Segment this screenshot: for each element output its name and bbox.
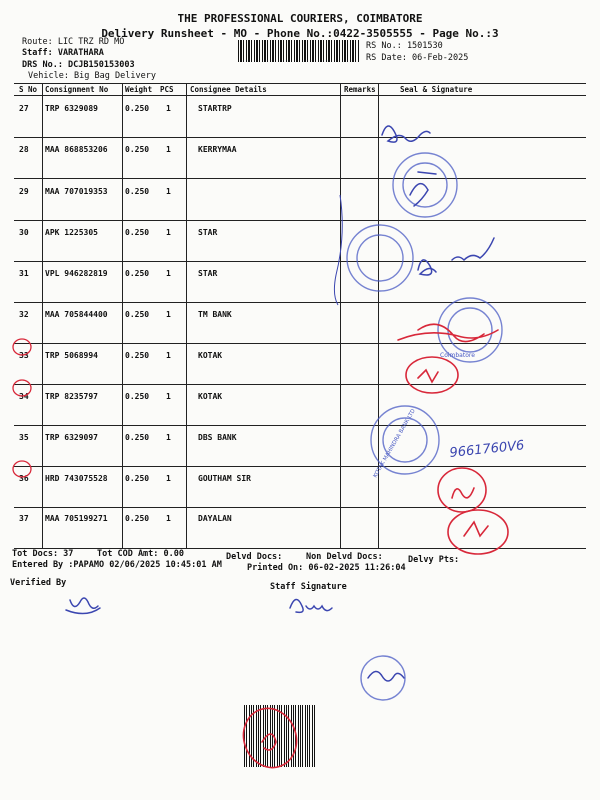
row-consignee: STAR	[198, 228, 218, 237]
row-pcs: 1	[166, 228, 171, 237]
row-sno: 32	[19, 310, 29, 319]
row-consignment-no: APK 1225305	[45, 228, 98, 237]
tot-cod: Tot COD Amt: 0.00	[97, 549, 184, 559]
company-stamp-inner	[357, 235, 403, 281]
verifier-signature	[66, 598, 100, 614]
row-sno: 30	[19, 228, 29, 237]
col-header-consignee: Consignee Details	[190, 85, 267, 94]
row-pcs: 1	[166, 433, 171, 442]
row-consignment-no: TRP 6329097	[45, 433, 98, 442]
row-pcs: 1	[166, 187, 171, 196]
row-weight: 0.250	[125, 433, 150, 442]
row-consignee: STAR	[198, 269, 218, 278]
red-initials	[452, 488, 474, 498]
runsheet-title: Delivery Runsheet - MO - Phone No.:0422-3505555 - Page No.:3	[101, 27, 499, 40]
staff-signature-label: Staff Signature	[270, 582, 347, 592]
company-title: THE PROFESSIONAL COURIERS, COIMBATORE	[177, 12, 423, 25]
route-label: Route: LIC TRZ RD MO	[22, 37, 125, 47]
row-sno: 34	[19, 392, 29, 401]
red-initials	[464, 522, 488, 536]
row-consignee: TM BANK	[198, 310, 232, 319]
col-header-remarks: Remarks	[344, 85, 376, 94]
red-circle-mark	[235, 701, 304, 775]
stamp-bank-text: KOTAK MAHINDRA BANK LTD	[372, 408, 417, 479]
rs-date-label: RS Date: 06-Feb-2025	[366, 53, 469, 63]
row-sno: 33	[19, 351, 29, 360]
row-pcs: 1	[166, 104, 171, 113]
company-stamp-inner	[448, 308, 492, 352]
row-consignment-no: TRP 8235797	[45, 392, 98, 401]
circle-mark-34	[13, 380, 31, 396]
row-sno: 35	[19, 433, 29, 442]
row-weight: 0.250	[125, 351, 150, 360]
vehicle-label: Vehicle: Big Bag Delivery	[28, 71, 156, 81]
row-consignment-no: MAA 705199271	[45, 514, 108, 523]
row-consignee: DBS BANK	[198, 433, 237, 442]
row-consignment-no: MAA 707019353	[45, 187, 108, 196]
row-pcs: 1	[166, 474, 171, 483]
row-weight: 0.250	[125, 145, 150, 154]
row-pcs: 1	[166, 392, 171, 401]
row-weight: 0.250	[125, 228, 150, 237]
row-pcs: 1	[166, 351, 171, 360]
row-pcs: 1	[166, 269, 171, 278]
row-consignee: KOTAK	[198, 351, 223, 360]
row-sno: 29	[19, 187, 29, 196]
row-consignee: KERRYMAA	[198, 145, 237, 154]
non-delvd-docs: Non Delvd Docs:	[306, 552, 383, 562]
row-consignee: KOTAK	[198, 392, 223, 401]
pen-stroke	[334, 195, 342, 305]
row-sno: 36	[19, 474, 29, 483]
row-consignee: DAYALAN	[198, 514, 232, 523]
signature	[382, 126, 430, 142]
row-pcs: 1	[166, 310, 171, 319]
col-header-seal: Seal & Signature	[400, 85, 473, 94]
row-sno: 28	[19, 145, 29, 154]
bottom-signature	[368, 671, 404, 681]
signature	[418, 238, 494, 275]
circle-mark-33	[13, 339, 31, 355]
row-pcs: 1	[166, 145, 171, 154]
circle-mark-36	[13, 461, 31, 477]
row-pcs: 1	[166, 514, 171, 523]
row-sno: 31	[19, 269, 29, 278]
row-weight: 0.250	[125, 269, 150, 278]
row-consignment-no: MAA 705844400	[45, 310, 108, 319]
entered-by: Entered By :PAPAMO 02/06/2025 10:45:01 AM	[12, 560, 222, 570]
row-weight: 0.250	[125, 474, 150, 483]
phone-note: 9661760V6	[448, 438, 526, 461]
stamp-coimbatore-text: Coimbatore	[440, 352, 475, 359]
rs-no-label: RS No.: 1501530	[366, 41, 443, 51]
staff-signature	[290, 599, 332, 612]
col-header-consignment: Consignment No	[45, 85, 109, 94]
col-header-pcs: PCS	[160, 85, 174, 94]
delvd-docs: Delvd Docs:	[226, 552, 283, 562]
row-consignment-no: TRP 6329089	[45, 104, 98, 113]
row-sno: 27	[19, 104, 29, 113]
red-circle-mark	[438, 468, 486, 512]
staff-label: Staff: VARATHARA	[22, 48, 104, 58]
verified-by-label: Verified By	[10, 578, 67, 588]
row-consignment-no: TRP 5068994	[45, 351, 98, 360]
col-header-sno: S No	[19, 85, 38, 94]
red-number-mark	[262, 734, 276, 750]
signature	[410, 172, 436, 206]
red-initials	[418, 370, 438, 382]
row-consignment-no: HRD 743075528	[45, 474, 108, 483]
red-circle-mark	[406, 357, 458, 393]
tot-docs: Tot Docs: 37	[12, 549, 74, 559]
row-weight: 0.250	[125, 392, 150, 401]
row-weight: 0.250	[125, 514, 150, 523]
row-consignment-no: VPL 946282819	[45, 269, 108, 278]
row-consignment-no: MAA 868853206	[45, 145, 108, 154]
delvy-pts: Delvy Pts:	[408, 555, 460, 565]
printed-on: Printed On: 06-02-2025 11:26:04	[247, 563, 406, 573]
row-weight: 0.250	[125, 104, 150, 113]
row-consignee: GOUTHAM SIR	[198, 474, 251, 483]
drs-label: DRS No.: DCJB150153003	[22, 60, 135, 70]
row-consignee: STARTRP	[198, 104, 232, 113]
row-weight: 0.250	[125, 187, 150, 196]
row-sno: 37	[19, 514, 29, 523]
row-weight: 0.250	[125, 310, 150, 319]
col-header-weight: Weight	[125, 85, 153, 94]
